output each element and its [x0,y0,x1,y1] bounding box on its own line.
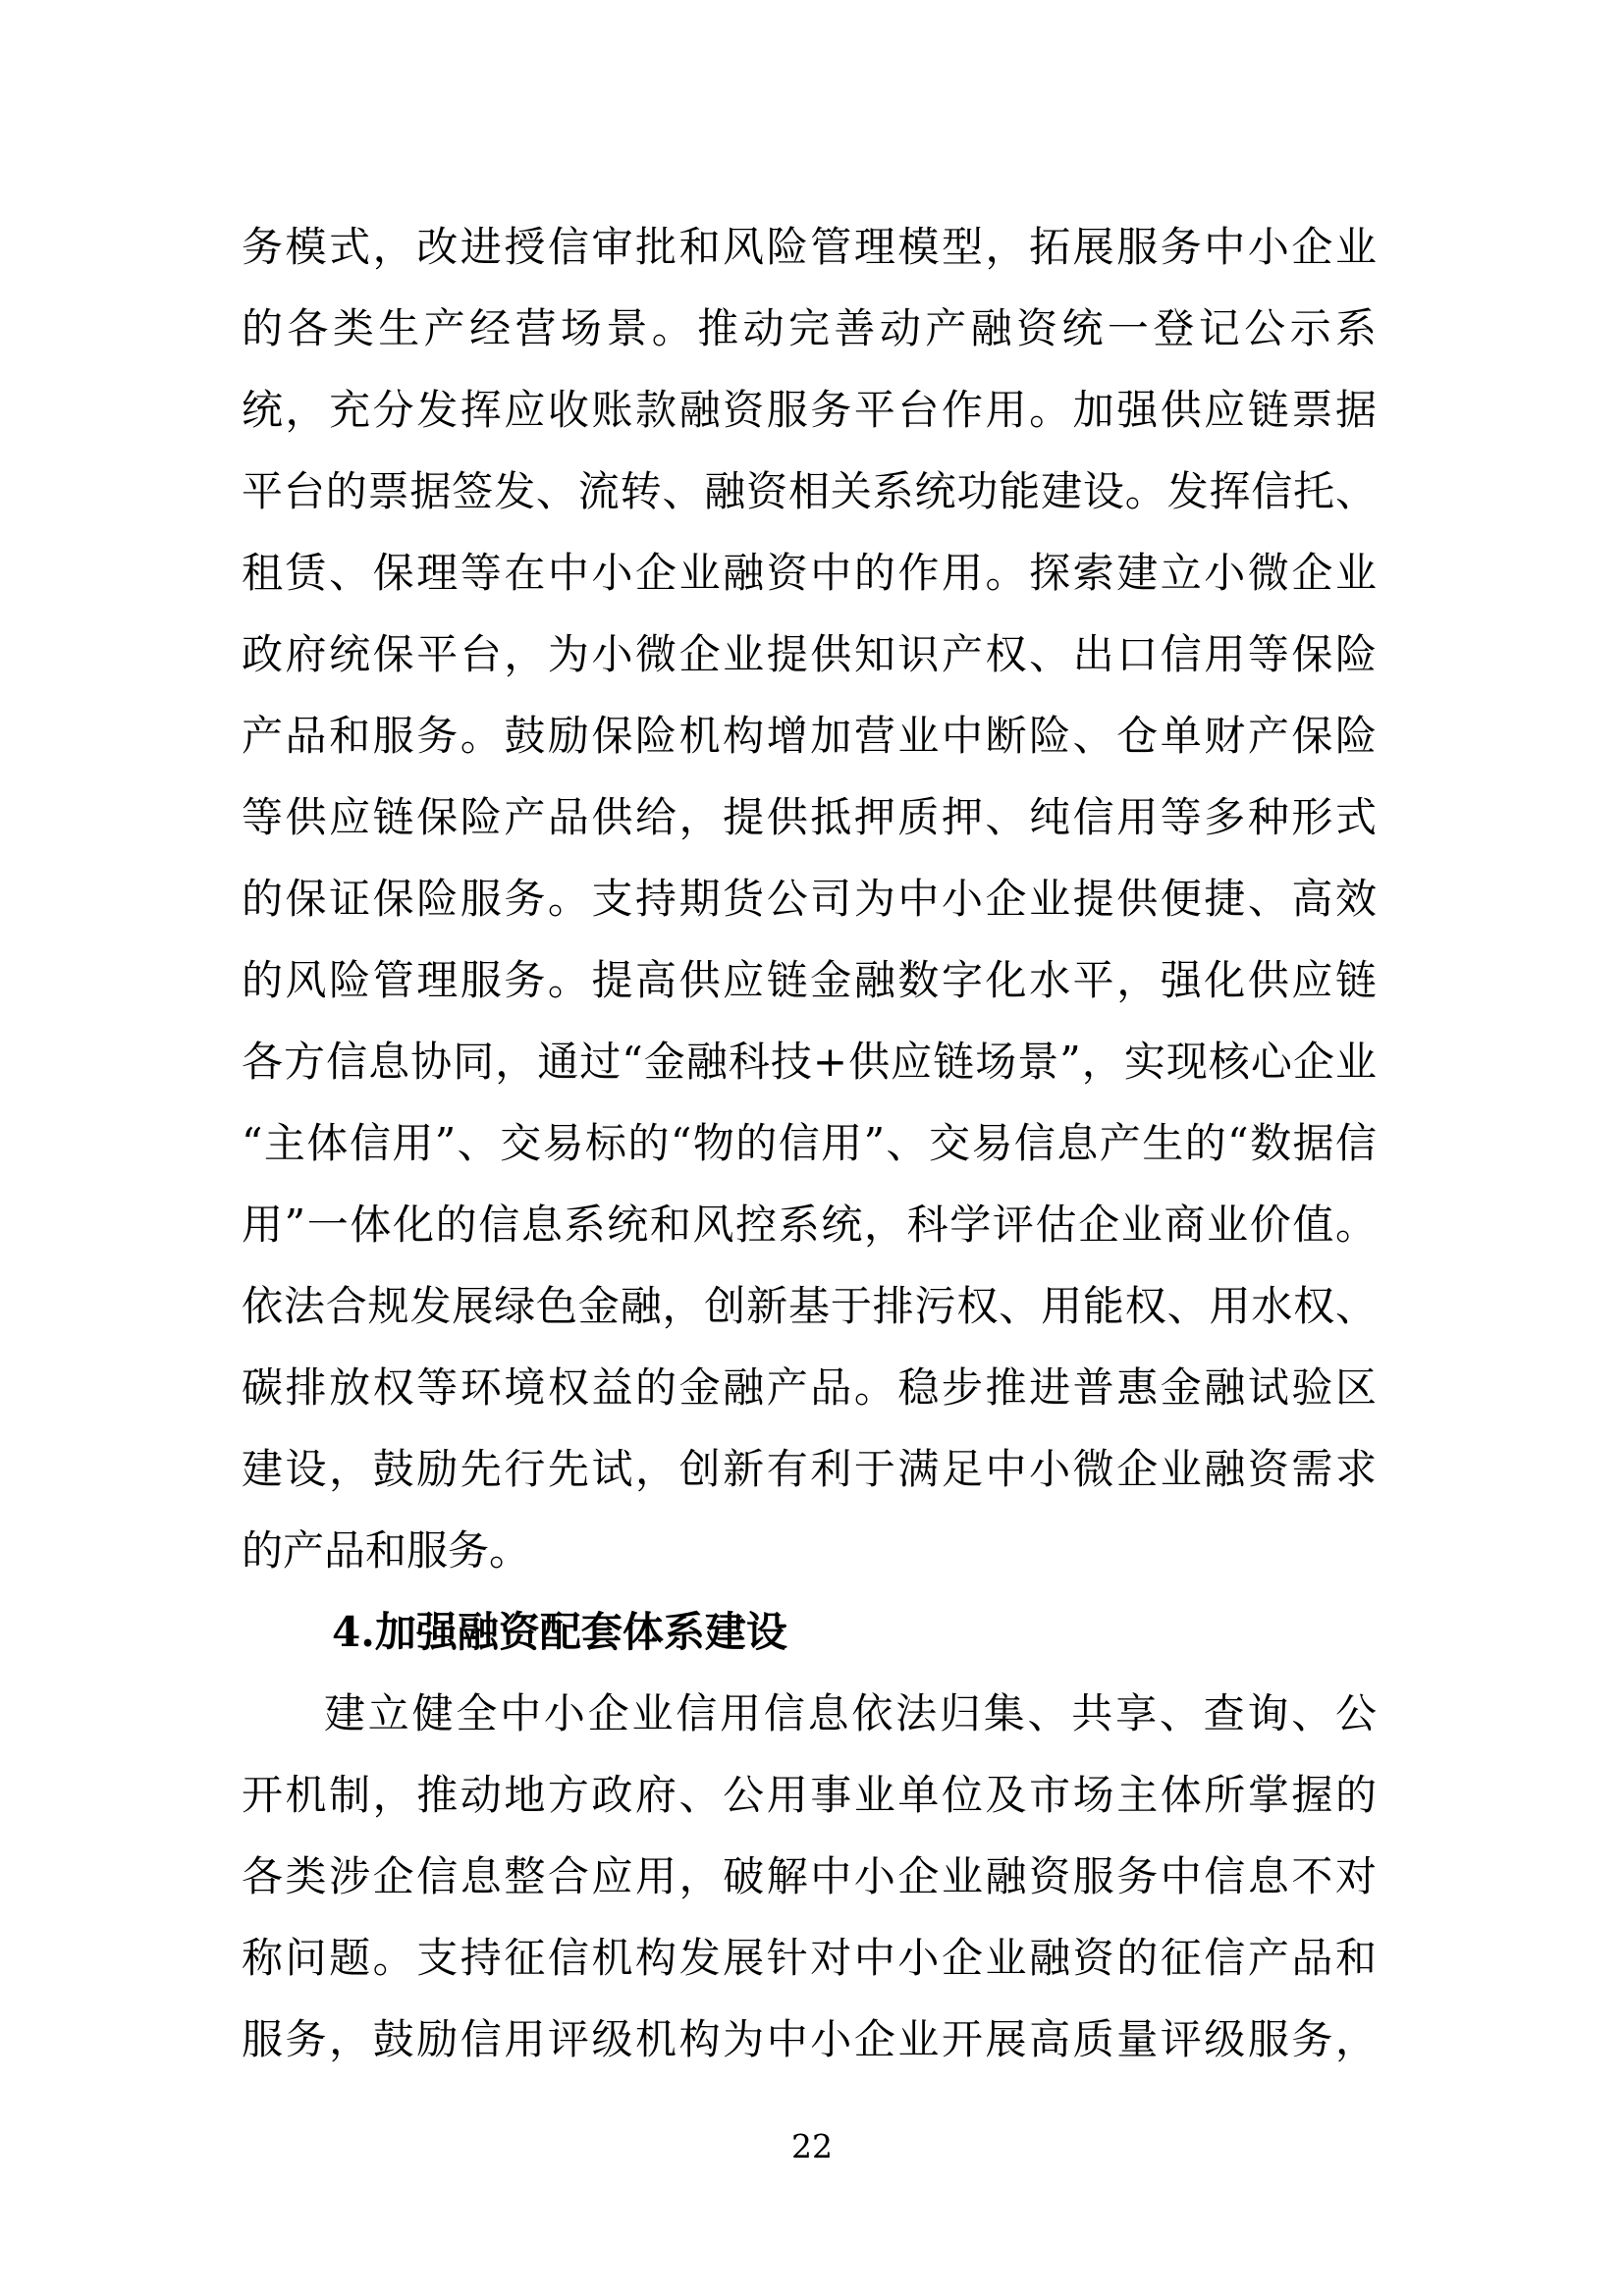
text-line: 平台的票据签发、流转、融资相关系统功能建设。发挥信托、 [242,467,1377,515]
text-line: 的风险管理服务。提高供应链金融数字化水平，强化供应链 [242,956,1377,1004]
text-line: 各方信息协同，通过“金融科技+供应链场景”，实现核心企业 [242,1038,1377,1086]
text-line: 等供应链保险产品供给，提供抵押质押、纯信用等多种形式 [242,793,1377,841]
text-line: 政府统保平台，为小微企业提供知识产权、出口信用等保险 [242,630,1377,678]
text-line: 依法合规发展绿色金融，创新基于排污权、用能权、用水权、 [242,1282,1377,1330]
text-line: “主体信用”、交易标的“物的信用”、交易信息产生的“数据信 [242,1119,1377,1167]
text-line: 的保证保险服务。支持期货公司为中小企业提供便捷、高效 [242,875,1377,923]
text-line: 的产品和服务。 [242,1526,531,1575]
text-line: 用”一体化的信息系统和风控系统，科学评估企业商业价值。 [242,1201,1377,1249]
text-line: 租赁、保理等在中小企业融资中的作用。探索建立小微企业 [242,549,1377,597]
text-line: 各类涉企信息整合应用，破解中小企业融资服务中信息不对 [242,1852,1377,1900]
text-line: 碳排放权等环境权益的金融产品。稳步推进普惠金融试验区 [242,1363,1377,1412]
text-line: 服务，鼓励信用评级机构为中小企业开展高质量评级服务， [242,2015,1377,2063]
document-body [242,206,1377,2080]
text-line: 建设，鼓励先行先试，创新有利于满足中小微企业融资需求 [242,1445,1377,1493]
text-line: 的各类生产经营场景。推动完善动产融资统一登记公示系 [242,304,1377,352]
text-line: 称问题。支持征信机构发展针对中小企业融资的征信产品和 [242,1934,1377,1982]
text-line: 统，充分发挥应收账款融资服务平台作用。加强供应链票据 [242,386,1377,434]
text-line: 产品和服务。鼓励保险机构增加营业中断险、仓单财产保险 [242,712,1377,760]
section-heading: 4.加强融资配套体系建设 [332,1608,787,1656]
page-number: 22 [791,2127,833,2165]
text-line: 建立健全中小企业信用信息依法归集、共享、查询、公 [324,1689,1377,1737]
text-line: 务模式，改进授信审批和风险管理模型，拓展服务中小企业 [242,223,1377,271]
text-line: 开机制，推动地方政府、公用事业单位及市场主体所掌握的 [242,1771,1377,1819]
